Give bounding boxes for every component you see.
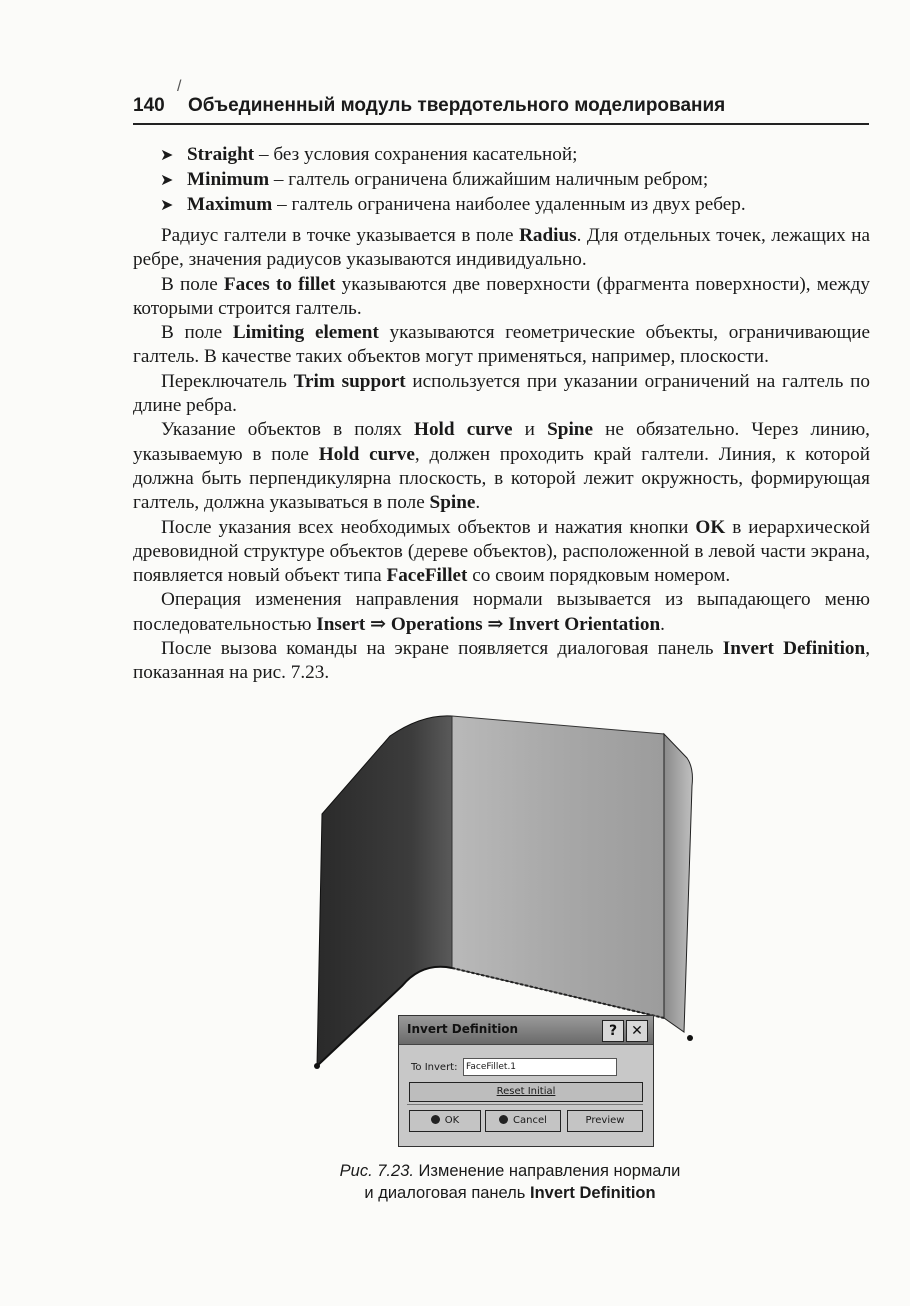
list-item [160, 142, 870, 167]
paragraph [133, 637, 870, 686]
bullet-term: Maximum [187, 194, 273, 215]
dialog-title: Invert Definition [407, 1022, 519, 1036]
text-run: используется при указании ограничений на галтель по длине ребра. [133, 370, 870, 417]
right-face [664, 734, 692, 1032]
text-run: В поле [161, 273, 224, 295]
back-face [452, 716, 664, 1018]
list-item [160, 192, 870, 217]
bold-term: Faces to fillet [223, 273, 336, 295]
bold-term: Radius [519, 225, 577, 246]
text-run: После указания всех необходимых объектов и нажатия кнопки [161, 516, 696, 538]
text-run: в иерархической древовидной структуре объектов (дереве объектов), расположенной в левой части экрана, появляется новый объект типа [133, 516, 870, 587]
bold-term: Invert Definition [722, 638, 866, 660]
text-run: . Для отдельных точек, лежащих на ребре, значения радиусов указываются индивидуально. [133, 225, 870, 271]
help-icon[interactable]: ? [602, 1020, 624, 1042]
dialog-divider [407, 1104, 643, 1105]
bold-term: OK [695, 516, 726, 538]
close-icon[interactable]: ✕ [626, 1020, 648, 1042]
ok-button[interactable] [409, 1110, 481, 1132]
paragraph [133, 516, 870, 589]
to-invert-field[interactable]: FaceFillet.1 [463, 1058, 617, 1076]
paragraph [133, 224, 870, 273]
cancel-label: Cancel [513, 1115, 547, 1126]
arrowhead-icon: ➤ [160, 170, 174, 189]
text-run: . [475, 492, 481, 514]
text-run: Операция изменения направления нормали вызывается из выпадающего меню последовательностью [133, 589, 870, 635]
text-run: Указание объектов в полях [161, 419, 415, 441]
caption-line1: Изменение направления нормали [413, 1162, 681, 1180]
bold-term: Limiting element [232, 322, 379, 344]
bullet-text: – без условия сохранения касательной; [254, 144, 578, 165]
text-run: не обязательно. Через линию, указываемую в поле [133, 419, 870, 465]
cancel-button[interactable] [485, 1110, 561, 1132]
ok-icon [431, 1115, 440, 1124]
text-run: После вызова команды на экране появляется диалоговая панель [161, 638, 723, 660]
corner-point [314, 1063, 320, 1069]
left-face [317, 716, 452, 1066]
bold-term: Spine [547, 419, 593, 441]
caption-line2-prefix: и диалоговая панель [364, 1184, 530, 1202]
page-header [133, 78, 868, 120]
preview-button[interactable]: Preview [567, 1110, 643, 1132]
caption-line2-bold: Invert Definition [530, 1184, 656, 1202]
ok-label: OK [444, 1115, 460, 1126]
text-run: указываются геометрические объекты, ограничивающие галтель. В качестве таких объектов могут применяться, например, плоскости. [133, 322, 871, 368]
page-number: 140 [133, 95, 165, 116]
caption-label: Рис. 7.23. [339, 1162, 414, 1180]
text-run: В поле [161, 322, 233, 344]
paragraph [133, 588, 870, 637]
reset-initial-button[interactable]: Reset Initial [409, 1082, 643, 1102]
body-text [133, 224, 870, 686]
bold-term: FaceFillet [386, 565, 468, 587]
to-invert-label: To Invert: [411, 1062, 458, 1073]
text-run: и [512, 419, 548, 441]
bold-term: Insert ⇒ Operations ⇒ Invert Orientation [316, 613, 661, 635]
figure-caption [260, 1160, 760, 1204]
bullet-text: – галтель ограничена наиболее удаленным из двух ребер. [272, 194, 746, 215]
text-run: со своим порядковым номером. [467, 565, 731, 587]
paragraph [133, 273, 870, 322]
text-run: Радиус галтели в точке указывается в поле [161, 225, 520, 246]
text-run: . [660, 613, 665, 635]
bullet-text: – галтель ограничена ближайшим наличным ребром; [269, 169, 709, 190]
cancel-icon [499, 1115, 508, 1124]
arrowhead-icon: ➤ [160, 145, 174, 164]
text-run: , показанная на рис. 7.23. [133, 638, 870, 684]
paragraph [133, 370, 870, 419]
paragraph [133, 321, 870, 370]
list-item [160, 167, 870, 192]
invert-definition-dialog [398, 1015, 654, 1147]
bold-term: Hold curve [414, 419, 513, 441]
bullet-list [160, 142, 870, 217]
paragraph [133, 418, 870, 515]
text-run: Переключатель [161, 370, 294, 392]
bold-term: Trim support [293, 370, 406, 392]
bold-term: Hold curve [318, 443, 415, 465]
text-run: , должен проходить край галтели. Линия, к которой должна быть перпендикулярна плоскость, в которой лежит окружность, формирующая галтель, должна указываться в поле [133, 443, 870, 514]
header-rule [133, 123, 869, 125]
page-title: Объединенный модуль твердотельного моделирования [188, 95, 726, 116]
corner-point [687, 1035, 693, 1041]
arrowhead-icon: ➤ [160, 195, 174, 214]
pencil-mark: / [177, 78, 182, 95]
dialog-titlebar[interactable] [399, 1016, 653, 1045]
bullet-term: Minimum [187, 169, 270, 190]
bold-term: Spine [429, 492, 476, 514]
text-run: указываются две поверхности (фрагмента поверхности), между которыми строится галтель. [133, 273, 871, 319]
bullet-term: Straight [187, 144, 255, 165]
